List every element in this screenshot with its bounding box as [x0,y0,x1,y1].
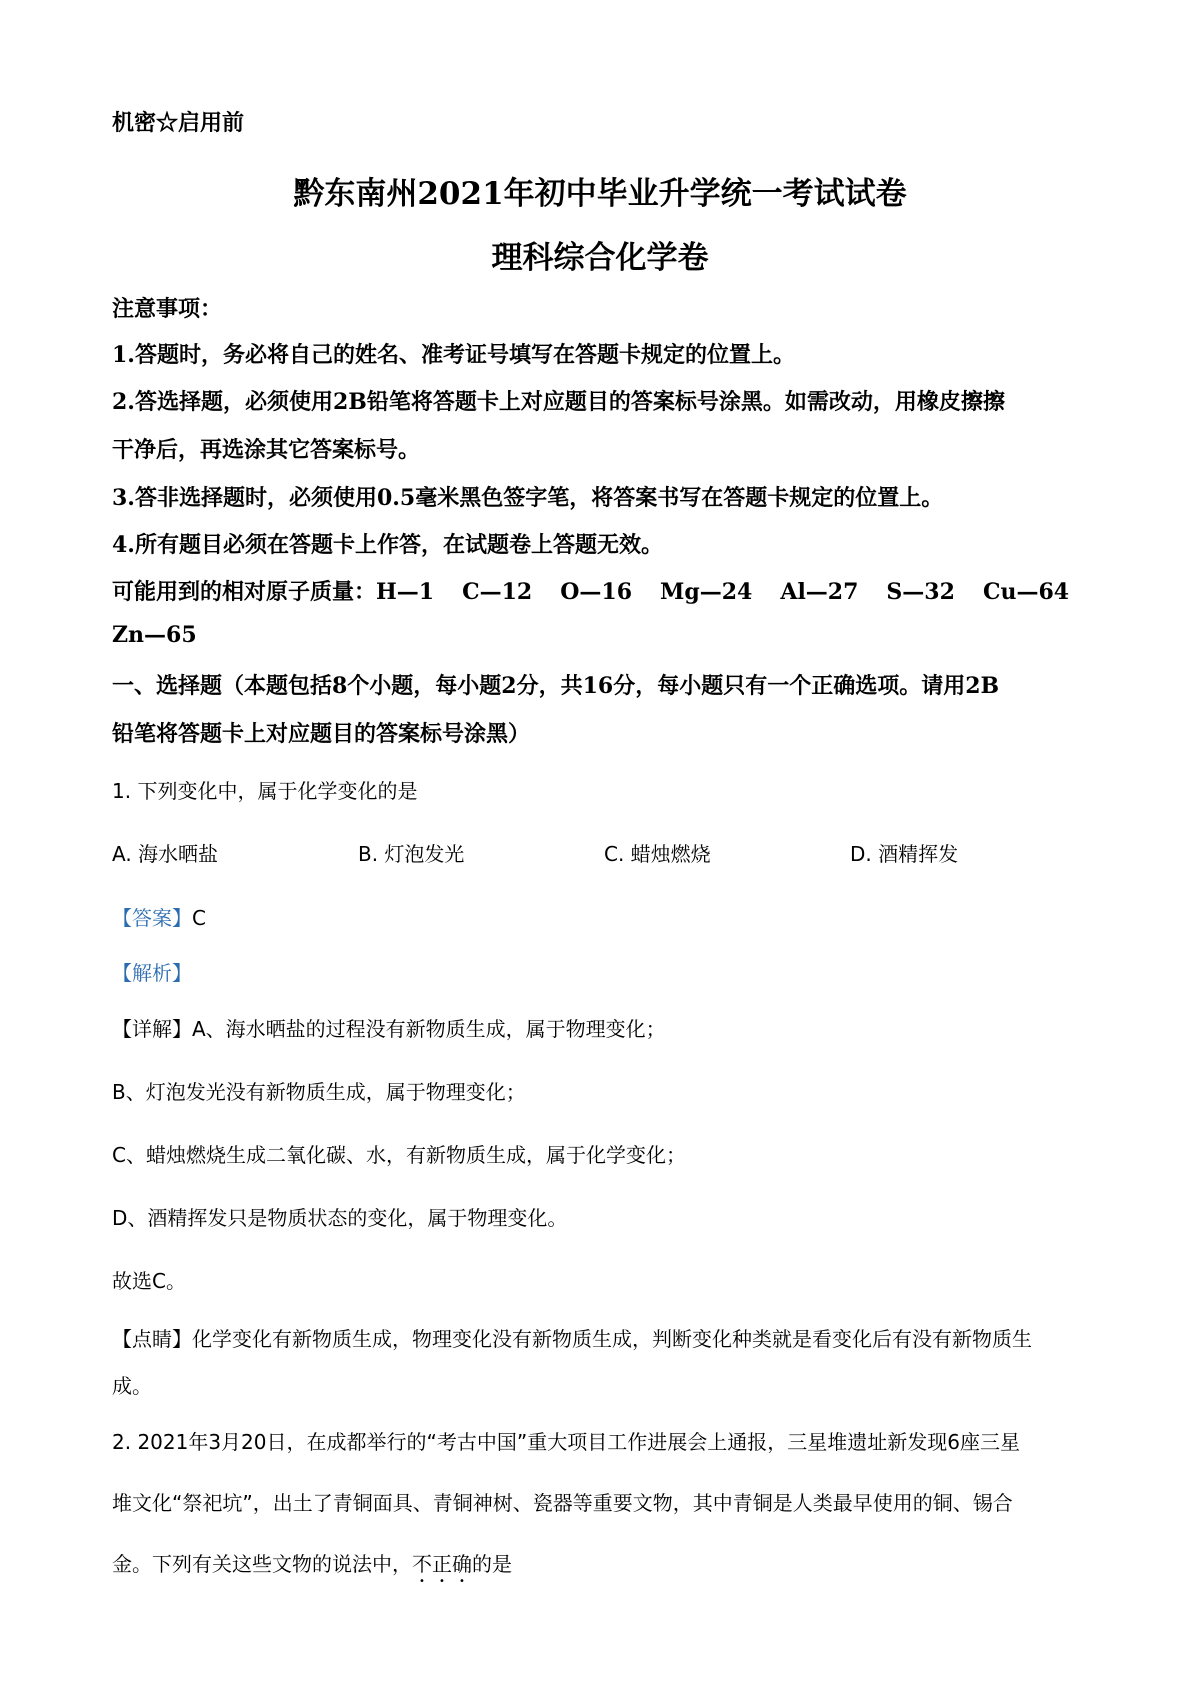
option-b: B. 灯泡发光 [358,842,465,866]
question-2-line-3 [112,1548,512,1587]
answer-value: C [192,906,206,930]
exam-subtitle: 理科综合化学卷 [491,240,709,276]
section-heading-line-2: 铅笔将答题卡上对应题目的答案标号涂黑） [112,721,531,747]
detail-line-c: C、蜡烛燃烧生成二氧化碳、水，有新物质生成，属于化学变化； [112,1143,686,1167]
detail-line-b: B、灯泡发光没有新物质生成，属于物理变化； [112,1080,526,1104]
question-1-stem: 1. 下列变化中，属于化学变化的是 [112,779,418,803]
atomic-mass-item: Al—27 [780,579,859,605]
note-item-3: 3.答非选择题时，必须使用0.5毫米黑色签字笔，将答案书写在答题卡规定的位置上。 [112,485,944,511]
exam-title: 黔东南州2021年初中毕业升学统一考试试卷 [293,176,907,212]
atomic-mass-item: S—32 [886,579,955,605]
section-heading-line-1: 一、选择题（本题包括8个小题，每小题2分，共16分，每小题只有一个正确选项。请用2B [112,673,1000,699]
question-2-emphasis: 不正确 [412,1552,472,1576]
answer-label: 【答案】 [112,906,192,930]
tip-text: 化学变化有新物质生成，物理变化没有新物质生成，判断变化种类就是看变化后有没有新物质生 [192,1327,1032,1351]
tip-line-2: 成。 [112,1374,152,1398]
note-item-2-line-1: 2.答选择题，必须使用2B铅笔将答题卡上对应题目的答案标号涂黑。如需改动，用橡皮擦擦 [112,389,1005,415]
question-2-line-1: 2. 2021年3月20日，在成都举行的“考古中国”重大项目工作进展会上通报，三星堆遗址新发现6座三星 [112,1430,1020,1454]
detail-text-a: A、海水晒盐的过程没有新物质生成，属于物理变化； [192,1017,666,1041]
option-a: A. 海水晒盐 [112,842,219,866]
atomic-mass-label: 可能用到的相对原子质量： [112,579,377,605]
note-item-4: 4.所有题目必须在答题卡上作答，在试题卷上答题无效。 [112,532,663,558]
option-d: D. 酒精挥发 [850,842,959,866]
answer-line [112,902,206,931]
atomic-mass-item: H—1 [376,579,435,605]
option-c: C. 蜡烛燃烧 [604,842,711,866]
analysis-label: 【解析】 [112,961,192,985]
detail-label: 【详解】 [112,1017,192,1041]
atomic-mass-item: O—16 [560,579,633,605]
notes-heading: 注意事项： [112,296,223,322]
detail-line-d: D、酒精挥发只是物质状态的变化，属于物理变化。 [112,1206,568,1230]
tip-label: 【点睛】 [112,1327,192,1351]
atomic-mass-item: Mg—24 [660,579,753,605]
question-2-prefix: 金。下列有关这些文物的说法中， [112,1552,412,1576]
question-2-suffix: 的是 [472,1552,512,1576]
detail-line-a [112,1013,666,1042]
note-item-1: 1.答题时，务必将自己的姓名、准考证号填写在答题卡规定的位置上。 [112,342,795,368]
confidential-label: 机密☆启用前 [112,110,245,136]
atomic-mass-item: C—12 [462,579,533,605]
note-item-2-line-2: 干净后，再选涂其它答案标号。 [112,437,421,463]
conclusion-line: 故选C。 [112,1269,186,1293]
atomic-mass-item: Cu—64 [982,579,1070,605]
tip-line-1 [112,1323,1032,1352]
atomic-mass-line [112,575,1072,606]
question-2-line-2: 堆文化“祭祀坑”，出土了青铜面具、青铜神树、瓷器等重要文物，其中青铜是人类最早使用的铜、锡合 [112,1491,1013,1515]
atomic-mass-item: Zn—65 [112,622,197,648]
